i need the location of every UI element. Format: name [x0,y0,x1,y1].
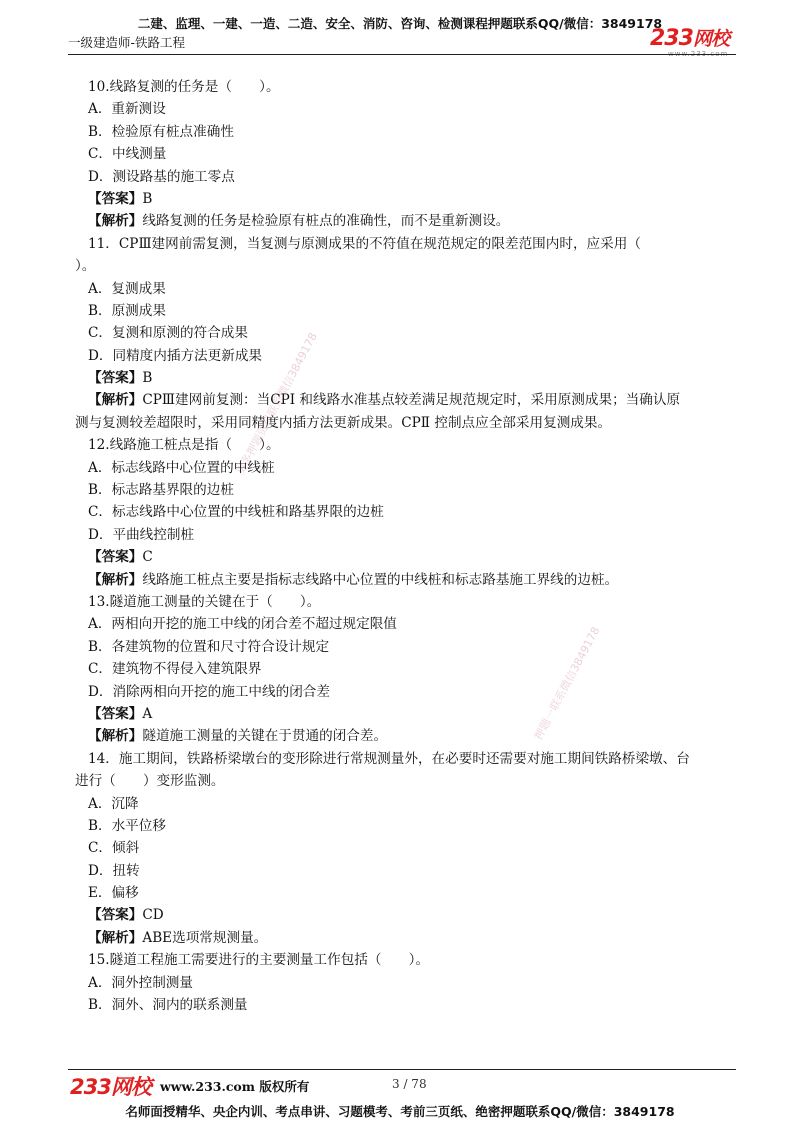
option-line: B．标志路基界限的边桩 [88,482,234,499]
page-number: 3 / 78 [392,1077,427,1091]
header-ad-text: 二建、监理、一建、一造、二造、安全、消防、咨询、检测课程押题联系QQ/微信：3849178 [137,16,663,31]
option-line: A．洞外控制测量 [88,974,193,991]
answer-line: 【答案】B [88,190,153,207]
footer-site-text: www.233.com 版权所有 [160,1079,310,1094]
option-line: B．各建筑物的位置和尺寸符合设计规定 [88,638,330,655]
label-tag: 【解析】 [88,213,143,230]
question-stem: 10.线路复测的任务是（ ）。 [88,79,280,95]
question-stem: 14．施工期间，铁路桥梁墩台的变形除进行常规测量外，在必要时还需要对施工期间铁路桥梁墩、台 [88,750,690,767]
option-line: D．消除两相向开挖的施工中线的闭合差 [88,683,330,700]
label-tag: 【解析】 [88,392,143,409]
watermark: 更多押题资料联系微信3849178 [233,330,320,478]
option-line: B．检验原有桩点准确性 [88,123,234,140]
answer-line: 【答案】A [88,705,153,722]
brand-logo [650,24,729,51]
question-stem: 13.隧道施工测量的关键在于（ ）。 [88,593,321,610]
label-tag: 【答案】 [88,190,143,207]
footer-logo [70,1071,151,1101]
answer-line: 【答案】C [88,549,153,566]
question-stem: 11．CPⅢ建网前需复测，当复测与原测成果的不符值在规范规定的限差范围内时，应采用（ [88,235,641,252]
option-line: D．扭转 [88,862,140,879]
option-line: A．复测成果 [88,280,166,297]
label-tag: 【解析】 [88,571,143,588]
option-line: D．平曲线控制桩 [88,526,195,543]
analysis-line-cont: 测与复测较差超限时，采用同精度内插方法更新成果。CPⅡ 控制点应全部采用复测成果。 [75,414,612,431]
logo-text: 网校 [692,28,729,50]
option-line: A．重新测设 [88,101,166,118]
analysis-line: 【解析】线路施工桩点主要是指标志线路中心位置的中线桩和标志路基施工界线的边桩。 [88,571,619,588]
analysis-line: 【解析】线路复测的任务是检验原有桩点的准确性，而不是重新测设。 [88,213,510,230]
footer-divider [68,1069,736,1070]
label-tag: 【答案】 [88,370,143,387]
header-divider [68,54,736,55]
option-line: C．倾斜 [88,840,140,857]
footer-logo-number: 233 [70,1075,111,1099]
option-line: A．沉降 [88,795,139,812]
analysis-line: 【解析】ABE选项常规测量。 [88,929,268,946]
label-tag: 【解析】 [88,728,143,745]
footer-logo-text: 网校 [110,1075,151,1099]
option-line: A．标志线路中心位置的中线桩 [88,459,275,476]
subject-title: 一级建造师-铁路工程 [68,35,186,50]
option-line: D．测设路基的施工零点 [88,168,235,185]
option-line: A．两相向开挖的施工中线的闭合差不超过规定限值 [88,616,397,633]
document-body [75,76,738,1016]
question-stem: 12.线路施工桩点是指（ ）。 [88,437,280,454]
watermark: 押题一联系微信3849178 [531,624,603,743]
question-stem-cont: ）。 [75,258,96,275]
label-tag: 【答案】 [88,549,143,566]
question-stem: 15.隧道工程施工需要进行的主要测量工作包括（ ）。 [88,952,430,969]
option-line: B．洞外、洞内的联系测量 [88,997,248,1014]
option-line: E．偏移 [88,885,139,902]
analysis-line: 【解析】CPⅢ建网前复测：当CPⅠ 和线路水准基点较差满足规范规定时，采用原测成果；当确认原 [88,392,681,409]
option-line: B．水平位移 [88,817,166,834]
footer-ad-text: 名师面授精华、央企内训、考点串讲、习题模考、考前三页纸、绝密押题联系QQ/微信：3849178 [125,1104,675,1119]
option-line: C．标志线路中心位置的中线桩和路基界限的边桩 [88,504,384,521]
label-tag: 【解析】 [88,929,143,946]
option-line: C．中线测量 [88,146,167,163]
option-line: D．同精度内插方法更新成果 [88,347,263,364]
answer-line: 【答案】B [88,370,153,387]
answer-line: 【答案】CD [88,907,164,924]
label-tag: 【答案】 [88,705,143,722]
question-stem-cont: 进行（ ）变形监测。 [75,773,225,790]
logo-number: 233 [650,26,693,51]
option-line: C．建筑物不得侵入建筑限界 [88,661,262,678]
analysis-line: 【解析】隧道施工测量的关键在于贯通的闭合差。 [88,728,388,745]
logo-subtext: www.233.com [668,50,729,58]
option-line: B．原测成果 [88,302,166,319]
option-line: C．复测和原测的符合成果 [88,325,248,342]
label-tag: 【答案】 [88,907,143,924]
